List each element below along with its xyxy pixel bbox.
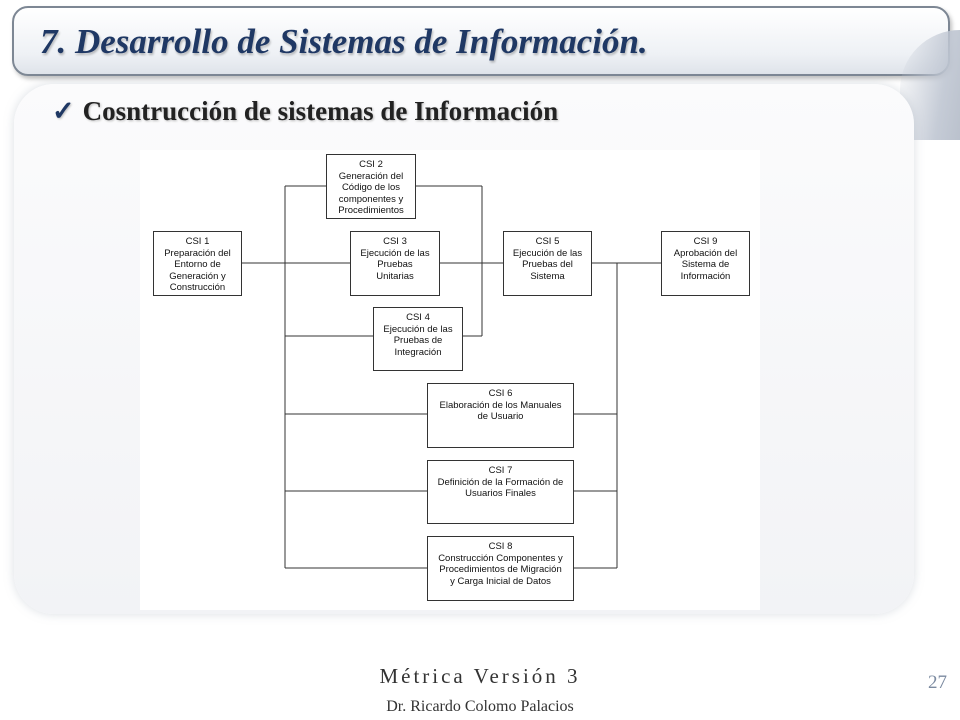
slide-title: 7. Desarrollo de Sistemas de Información. <box>40 22 648 61</box>
node-csi6: CSI 6 Elaboración de los Manuales de Usuario <box>427 383 574 448</box>
node-csi3: CSI 3 Ejecución de las Pruebas Unitarias <box>350 231 440 296</box>
node-csi5: CSI 5 Ejecución de las Pruebas del Sistema <box>503 231 592 296</box>
node-csi9: CSI 9 Aprobación del Sistema de Información <box>661 231 750 296</box>
process-diagram <box>140 150 760 610</box>
bullet-text: Cosntrucción de sistemas de Información <box>82 96 559 126</box>
node-csi7: CSI 7 Definición de la Formación de Usuarios Finales <box>427 460 574 524</box>
footer-title: Métrica Versión 3 <box>379 664 581 688</box>
node-csi2: CSI 2 Generación del Código de los componentes y Procedimientos <box>326 154 416 219</box>
checkmark-icon: ✓ <box>52 96 75 126</box>
bullet-row <box>52 96 558 127</box>
footer-author: Dr. Ricardo Colomo Palacios <box>386 698 574 715</box>
title-bar <box>12 6 950 76</box>
node-csi4: CSI 4 Ejecución de las Pruebas de Integración <box>373 307 463 371</box>
node-csi1: CSI 1 Preparación del Entorno de Generación y Construcción <box>153 231 242 296</box>
node-csi8: CSI 8 Construcción Componentes y Procedimientos de Migración y Carga Inicial de Datos <box>427 536 574 601</box>
page-number: 27 <box>928 672 947 693</box>
